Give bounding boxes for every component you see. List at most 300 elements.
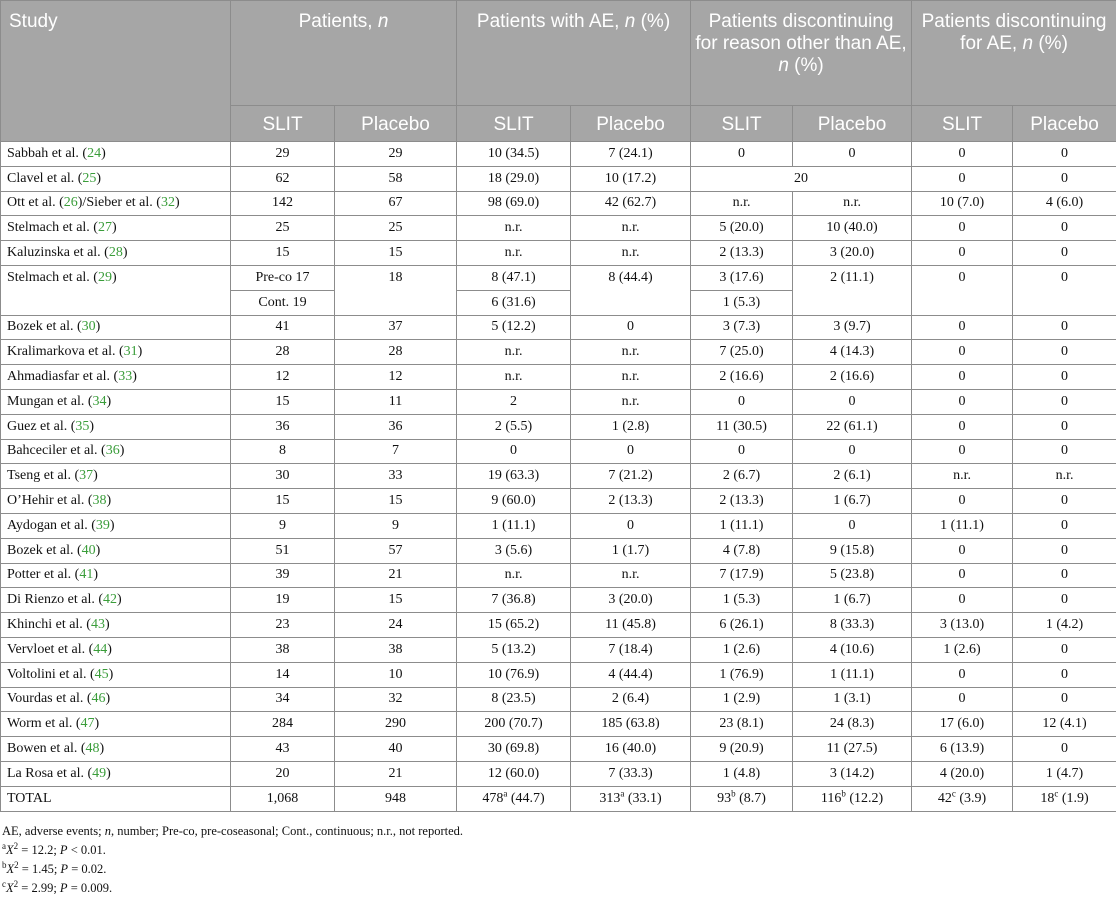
cell-ae-slit: 7 (36.8)	[457, 588, 571, 613]
cell-other-slit: 0	[691, 389, 793, 414]
cell-slit-n: 19	[231, 588, 335, 613]
table-row	[1, 365, 1116, 390]
cell-placebo-n: 21	[335, 563, 457, 588]
cell-disc-slit: 0	[912, 142, 1013, 167]
total-row	[1, 786, 1116, 811]
table-row	[1, 489, 1116, 514]
cell-slit-n: 15	[231, 389, 335, 414]
study-name: Khinchi et al. (43)	[1, 613, 231, 638]
cell-other-slit: 3 (7.3)	[691, 315, 793, 340]
cell-disc-placebo: 0	[1013, 265, 1116, 315]
header-placebo: Placebo	[571, 106, 691, 142]
cell-other-slit: 1 (2.9)	[691, 687, 793, 712]
cell-other-placebo: 0	[793, 439, 912, 464]
reference-link[interactable]: 40	[81, 542, 96, 558]
cell-ae-placebo: 2 (6.4)	[571, 687, 691, 712]
cell-slit-n: 1,068	[231, 786, 335, 811]
cell-ae-slit: n.r.	[457, 241, 571, 266]
cell-disc-slit: 3 (13.0)	[912, 613, 1013, 638]
header-slit: SLIT	[457, 106, 571, 142]
cell-disc-slit: 0	[912, 241, 1013, 266]
reference-link[interactable]: 46	[91, 691, 106, 707]
cell-slit-n: 41	[231, 315, 335, 340]
cell-disc-slit: 0	[912, 662, 1013, 687]
study-name: Mungan et al. (34)	[1, 389, 231, 414]
table-row	[1, 166, 1116, 191]
table-row	[1, 538, 1116, 563]
reference-link[interactable]: 38	[92, 493, 107, 509]
cell-ae-slit: 15 (65.2)	[457, 613, 571, 638]
study-name: Worm et al. (47)	[1, 712, 231, 737]
cell-slit-n: 25	[231, 216, 335, 241]
cell-disc-slit: n.r.	[912, 464, 1013, 489]
reference-link[interactable]: 24	[87, 145, 102, 161]
cell-disc-slit: 0	[912, 340, 1013, 365]
cell-ae-placebo: 7 (33.3)	[571, 761, 691, 786]
table-row	[1, 662, 1116, 687]
cell-placebo-n: 15	[335, 241, 457, 266]
cell-other-slit: 2 (13.3)	[691, 241, 793, 266]
table-row	[1, 712, 1116, 737]
cell-disc-placebo: 1 (4.7)	[1013, 761, 1116, 786]
cell-ae-slit: 8 (23.5)	[457, 687, 571, 712]
cell-other-placebo: 1 (6.7)	[793, 489, 912, 514]
cell-ae-slit: n.r.	[457, 365, 571, 390]
header-row-groups	[1, 1, 1116, 106]
cell-disc-slit: 0	[912, 588, 1013, 613]
cell-other-placebo: 0	[793, 142, 912, 167]
table-row	[1, 389, 1116, 414]
cell-ae-slit: 10 (34.5)	[457, 142, 571, 167]
reference-link[interactable]: 45	[94, 666, 109, 682]
cell-ae-placebo: n.r.	[571, 241, 691, 266]
table-row	[1, 588, 1116, 613]
cell-disc-placebo: 0	[1013, 439, 1116, 464]
cell-other-placebo: 22 (61.1)	[793, 414, 912, 439]
cell-disc-placebo: 0	[1013, 538, 1116, 563]
cell-slit-n: 28	[231, 340, 335, 365]
cell-total-ae-slit: 478$^a$ (44.7)	[457, 786, 571, 811]
study-name: Kralimarkova et al. (31)	[1, 340, 231, 365]
cell-ae-placebo: n.r.	[571, 216, 691, 241]
cell-ae-slit: 1 (11.1)	[457, 513, 571, 538]
cell-placebo-n: 7	[335, 439, 457, 464]
reference-link[interactable]: 34	[92, 393, 107, 409]
cell-other-placebo: 9 (15.8)	[793, 538, 912, 563]
study-name: Ahmadiasfar et al. (33)	[1, 365, 231, 390]
study-name: Vourdas et al. (46)	[1, 687, 231, 712]
cell-ae-slit: 9 (60.0)	[457, 489, 571, 514]
cell-ae-placebo: 7 (21.2)	[571, 464, 691, 489]
cell-disc-placebo: 0	[1013, 142, 1116, 167]
header-discontinuing-other: Patients discontinuing for reason other than AE, n (%)	[691, 1, 912, 106]
cell-ae-placebo: n.r.	[571, 563, 691, 588]
cell-slit-n: 43	[231, 737, 335, 762]
cell-disc-slit: 0	[912, 538, 1013, 563]
cell-placebo-n: 9	[335, 513, 457, 538]
cell-disc-placebo: 0	[1013, 588, 1116, 613]
cell-slit-n: 284	[231, 712, 335, 737]
reference-link[interactable]: 29	[97, 269, 112, 285]
cell-ae-placebo: 0	[571, 513, 691, 538]
cell-placebo-n: 11	[335, 389, 457, 414]
cell-ae-slit: n.r.	[457, 563, 571, 588]
cell-disc-placebo: 12 (4.1)	[1013, 712, 1116, 737]
reference-link[interactable]: 28	[108, 245, 123, 261]
cell-placebo-n: 24	[335, 613, 457, 638]
header-discontinuing-ae: Patients discontinuing for AE, n (%)	[912, 1, 1116, 106]
cell-slit-n: 39	[231, 563, 335, 588]
cell-disc-placebo: 0	[1013, 389, 1116, 414]
reference-link[interactable]: 31	[123, 344, 138, 360]
cell-other-placebo: 0	[793, 389, 912, 414]
cell-slit-n: 20	[231, 761, 335, 786]
cell-slit-n: 14	[231, 662, 335, 687]
cell-placebo-n: 40	[335, 737, 457, 762]
cell-ae-placebo: 10 (17.2)	[571, 166, 691, 191]
table-row	[1, 439, 1116, 464]
cell-disc-placebo: n.r.	[1013, 464, 1116, 489]
cell-placebo-n: 58	[335, 166, 457, 191]
study-name: Bowen et al. (48)	[1, 737, 231, 762]
cell-ae-slit: 8 (47.1)	[457, 265, 571, 290]
cell-total-disc-slit: 42$^c$ (3.9)	[912, 786, 1013, 811]
cell-placebo-n: 290	[335, 712, 457, 737]
cell-ae-slit: n.r.	[457, 216, 571, 241]
cell-other-placebo: 1 (3.1)	[793, 687, 912, 712]
cell-other-slit: 5 (20.0)	[691, 216, 793, 241]
cell-placebo-n: 15	[335, 588, 457, 613]
table-row	[1, 216, 1116, 241]
study-name: Bahceciler et al. (36)	[1, 439, 231, 464]
cell-disc-placebo: 0	[1013, 315, 1116, 340]
footnote-a: $^aX^2 = 12.2$; P < 0.01.	[2, 840, 106, 857]
cell-disc-placebo: 0	[1013, 662, 1116, 687]
study-name: Kaluzinska et al. (28)	[1, 241, 231, 266]
cell-disc-slit: 10 (7.0)	[912, 191, 1013, 216]
cell-other-combined: 20	[691, 166, 912, 191]
reference-link[interactable]: 39	[95, 517, 110, 533]
cell-ae-placebo: 0	[571, 439, 691, 464]
cell-disc-slit: 0	[912, 265, 1013, 315]
cell-slit-n: Cont. 19	[231, 290, 335, 315]
cell-slit-n: 15	[231, 241, 335, 266]
cell-placebo-n: 10	[335, 662, 457, 687]
table-row	[1, 142, 1116, 167]
cell-ae-slit: 98 (69.0)	[457, 191, 571, 216]
table-row	[1, 637, 1116, 662]
cell-placebo-n: 29	[335, 142, 457, 167]
header-patients-with-ae: Patients with AE, n (%)	[457, 1, 691, 106]
cell-ae-slit: 6 (31.6)	[457, 290, 571, 315]
cell-placebo-n: 948	[335, 786, 457, 811]
cell-slit-n: 62	[231, 166, 335, 191]
cell-other-slit: 3 (17.6)	[691, 265, 793, 290]
table-row	[1, 687, 1116, 712]
cell-other-slit: 2 (6.7)	[691, 464, 793, 489]
cell-other-slit: 1 (5.3)	[691, 290, 793, 315]
cell-disc-slit: 0	[912, 216, 1013, 241]
cell-disc-slit: 0	[912, 365, 1013, 390]
table-row	[1, 315, 1116, 340]
cell-disc-slit: 0	[912, 563, 1013, 588]
cell-disc-placebo: 0	[1013, 340, 1116, 365]
study-name: Bozek et al. (40)	[1, 538, 231, 563]
reference-link[interactable]: 27	[97, 220, 112, 236]
study-name: Bozek et al. (30)	[1, 315, 231, 340]
reference-link[interactable]: 30	[81, 319, 96, 335]
cell-other-placebo: 2 (11.1)	[793, 265, 912, 315]
cell-ae-slit: 10 (76.9)	[457, 662, 571, 687]
cell-ae-placebo: 2 (13.3)	[571, 489, 691, 514]
cell-ae-slit: 5 (13.2)	[457, 637, 571, 662]
cell-placebo-n: 57	[335, 538, 457, 563]
cell-other-placebo: 1 (11.1)	[793, 662, 912, 687]
cell-disc-placebo: 0	[1013, 637, 1116, 662]
cell-disc-placebo: 4 (6.0)	[1013, 191, 1116, 216]
reference-link[interactable]: 49	[92, 765, 107, 781]
study-name: Voltolini et al. (45)	[1, 662, 231, 687]
table-row	[1, 563, 1116, 588]
cell-placebo-n: 28	[335, 340, 457, 365]
table-row	[1, 513, 1116, 538]
cell-disc-slit: 17 (6.0)	[912, 712, 1013, 737]
header-slit: SLIT	[912, 106, 1013, 142]
cell-disc-slit: 0	[912, 315, 1013, 340]
cell-disc-slit: 1 (2.6)	[912, 637, 1013, 662]
cell-other-slit: 1 (5.3)	[691, 588, 793, 613]
cell-ae-placebo: 11 (45.8)	[571, 613, 691, 638]
cell-other-slit: 0	[691, 439, 793, 464]
cell-ae-placebo: 42 (62.7)	[571, 191, 691, 216]
table-body	[1, 142, 1116, 812]
study-name: La Rosa et al. (49)	[1, 761, 231, 786]
reference-link[interactable]: 42	[103, 592, 118, 608]
cell-other-slit: 1 (4.8)	[691, 761, 793, 786]
cell-ae-slit: 5 (12.2)	[457, 315, 571, 340]
reference-link[interactable]: 36	[105, 443, 120, 459]
cell-placebo-n: 38	[335, 637, 457, 662]
cell-ae-slit: 19 (63.3)	[457, 464, 571, 489]
cell-other-placebo: 5 (23.8)	[793, 563, 912, 588]
study-name: Stelmach et al. (29)	[1, 265, 231, 315]
table-footnotes	[2, 822, 463, 898]
cell-slit-n: 38	[231, 637, 335, 662]
cell-disc-slit: 0	[912, 389, 1013, 414]
cell-disc-placebo: 0	[1013, 737, 1116, 762]
cell-total-other-placebo: 116$^b$ (12.2)	[793, 786, 912, 811]
header-slit: SLIT	[231, 106, 335, 142]
reference-link[interactable]: 41	[79, 567, 94, 583]
cell-ae-placebo: n.r.	[571, 389, 691, 414]
header-study: Study	[1, 1, 231, 142]
cell-ae-placebo: 185 (63.8)	[571, 712, 691, 737]
cell-ae-placebo: 0	[571, 315, 691, 340]
cell-placebo-n: 37	[335, 315, 457, 340]
cell-other-slit: 11 (30.5)	[691, 414, 793, 439]
header-placebo: Placebo	[1013, 106, 1116, 142]
study-name: Sabbah et al. (24)	[1, 142, 231, 167]
cell-other-placebo: 2 (6.1)	[793, 464, 912, 489]
reference-link[interactable]: 26	[63, 195, 78, 211]
study-name: Aydogan et al. (39)	[1, 513, 231, 538]
cell-slit-n: 9	[231, 513, 335, 538]
cell-other-slit: 2 (13.3)	[691, 489, 793, 514]
cell-other-placebo: 1 (6.7)	[793, 588, 912, 613]
footnote-c: $^cX^2 = 2.99$; P = 0.009.	[2, 878, 113, 895]
cell-other-slit: 9 (20.9)	[691, 737, 793, 762]
cell-other-slit: 4 (7.8)	[691, 538, 793, 563]
table-row	[1, 737, 1116, 762]
cell-disc-placebo: 0	[1013, 365, 1116, 390]
cell-placebo-n: 25	[335, 216, 457, 241]
cell-other-slit: 7 (17.9)	[691, 563, 793, 588]
cell-ae-slit: 30 (69.8)	[457, 737, 571, 762]
reference-link[interactable]: 25	[82, 170, 97, 186]
cell-other-placebo: n.r.	[793, 191, 912, 216]
cell-disc-placebo: 0	[1013, 687, 1116, 712]
cell-slit-n: 36	[231, 414, 335, 439]
table-row	[1, 265, 1116, 290]
cell-other-placebo: 10 (40.0)	[793, 216, 912, 241]
study-name: Guez et al. (35)	[1, 414, 231, 439]
reference-link[interactable]: 44	[93, 641, 108, 657]
cell-disc-placebo: 0	[1013, 563, 1116, 588]
table-row	[1, 464, 1116, 489]
cell-slit-n: 142	[231, 191, 335, 216]
cell-total-other-slit: 93$^b$ (8.7)	[691, 786, 793, 811]
cell-slit-n: 12	[231, 365, 335, 390]
cell-placebo-n: 18	[335, 265, 457, 315]
reference-link[interactable]: 32	[160, 195, 175, 211]
cell-other-placebo: 0	[793, 513, 912, 538]
table-row	[1, 191, 1116, 216]
table-row	[1, 340, 1116, 365]
cell-other-slit: n.r.	[691, 191, 793, 216]
reference-link[interactable]: 47	[80, 716, 95, 732]
cell-slit-n: 30	[231, 464, 335, 489]
cell-other-slit: 1 (11.1)	[691, 513, 793, 538]
cell-other-slit: 7 (25.0)	[691, 340, 793, 365]
cell-other-placebo: 2 (16.6)	[793, 365, 912, 390]
cell-disc-slit: 4 (20.0)	[912, 761, 1013, 786]
study-name: O’Hehir et al. (38)	[1, 489, 231, 514]
cell-slit-n: 34	[231, 687, 335, 712]
cell-disc-slit: 0	[912, 166, 1013, 191]
footnote-abbreviations: AE, adverse events; n, number; Pre-co, pre-coseasonal; Cont., continuous; n.r., not reported.	[2, 824, 464, 838]
reference-link[interactable]: 48	[85, 741, 100, 757]
cell-placebo-n: 33	[335, 464, 457, 489]
cell-total-disc-placebo: 18$^c$ (1.9)	[1013, 786, 1116, 811]
cell-disc-placebo: 1 (4.2)	[1013, 613, 1116, 638]
cell-ae-slit: 3 (5.6)	[457, 538, 571, 563]
cell-disc-placebo: 0	[1013, 513, 1116, 538]
table-row	[1, 761, 1116, 786]
cell-ae-slit: 12 (60.0)	[457, 761, 571, 786]
cell-ae-slit: n.r.	[457, 340, 571, 365]
cell-disc-slit: 0	[912, 489, 1013, 514]
cell-placebo-n: 32	[335, 687, 457, 712]
cell-ae-placebo: n.r.	[571, 340, 691, 365]
cell-other-slit: 23 (8.1)	[691, 712, 793, 737]
cell-disc-placebo: 0	[1013, 166, 1116, 191]
cell-other-slit: 1 (76.9)	[691, 662, 793, 687]
cell-slit-n: 23	[231, 613, 335, 638]
cell-total-ae-placebo: 313$^a$ (33.1)	[571, 786, 691, 811]
cell-placebo-n: 21	[335, 761, 457, 786]
study-name: Di Rienzo et al. (42)	[1, 588, 231, 613]
cell-ae-placebo: 3 (20.0)	[571, 588, 691, 613]
header-placebo: Placebo	[335, 106, 457, 142]
cell-ae-placebo: 8 (44.4)	[571, 265, 691, 315]
cell-disc-slit: 6 (13.9)	[912, 737, 1013, 762]
table-row	[1, 613, 1116, 638]
cell-other-placebo: 3 (14.2)	[793, 761, 912, 786]
footnote-b: $^bX^2 = 1.45$; P = 0.02.	[2, 859, 107, 876]
header-placebo: Placebo	[793, 106, 912, 142]
reference-link[interactable]: 37	[79, 468, 94, 484]
reference-link[interactable]: 35	[75, 418, 90, 434]
cell-ae-placebo: n.r.	[571, 365, 691, 390]
cell-ae-placebo: 4 (44.4)	[571, 662, 691, 687]
cell-slit-n: Pre-co 17	[231, 265, 335, 290]
reference-link[interactable]: 33	[118, 369, 133, 385]
cell-ae-slit: 18 (29.0)	[457, 166, 571, 191]
total-label: TOTAL	[1, 786, 231, 811]
study-name: Clavel et al. (25)	[1, 166, 231, 191]
cell-other-placebo: 11 (27.5)	[793, 737, 912, 762]
study-name: Ott et al. (26)/Sieber et al. (32)	[1, 191, 231, 216]
cell-disc-slit: 0	[912, 687, 1013, 712]
reference-link[interactable]: 43	[90, 617, 105, 633]
cell-other-slit: 6 (26.1)	[691, 613, 793, 638]
cell-ae-placebo: 1 (1.7)	[571, 538, 691, 563]
header-patients-n: Patients, n	[231, 1, 457, 106]
cell-slit-n: 29	[231, 142, 335, 167]
cell-slit-n: 15	[231, 489, 335, 514]
cell-ae-placebo: 7 (18.4)	[571, 637, 691, 662]
cell-ae-placebo: 1 (2.8)	[571, 414, 691, 439]
study-name: Vervloet et al. (44)	[1, 637, 231, 662]
cell-disc-slit: 1 (11.1)	[912, 513, 1013, 538]
cell-ae-slit: 200 (70.7)	[457, 712, 571, 737]
cell-ae-slit: 2	[457, 389, 571, 414]
cell-ae-slit: 2 (5.5)	[457, 414, 571, 439]
cell-disc-placebo: 0	[1013, 241, 1116, 266]
cell-ae-slit: 0	[457, 439, 571, 464]
cell-disc-slit: 0	[912, 414, 1013, 439]
study-name: Stelmach et al. (27)	[1, 216, 231, 241]
cell-disc-placebo: 0	[1013, 414, 1116, 439]
cell-disc-placebo: 0	[1013, 216, 1116, 241]
cell-other-placebo: 24 (8.3)	[793, 712, 912, 737]
cell-ae-placebo: 7 (24.1)	[571, 142, 691, 167]
cell-disc-placebo: 0	[1013, 489, 1116, 514]
cell-other-slit: 0	[691, 142, 793, 167]
cell-disc-slit: 0	[912, 439, 1013, 464]
study-name: Tseng et al. (37)	[1, 464, 231, 489]
cell-other-slit: 2 (16.6)	[691, 365, 793, 390]
cell-other-placebo: 4 (10.6)	[793, 637, 912, 662]
cell-other-placebo: 8 (33.3)	[793, 613, 912, 638]
table-row	[1, 414, 1116, 439]
cell-placebo-n: 36	[335, 414, 457, 439]
cell-other-placebo: 3 (20.0)	[793, 241, 912, 266]
cell-placebo-n: 15	[335, 489, 457, 514]
cell-slit-n: 8	[231, 439, 335, 464]
study-name: Potter et al. (41)	[1, 563, 231, 588]
cell-ae-placebo: 16 (40.0)	[571, 737, 691, 762]
